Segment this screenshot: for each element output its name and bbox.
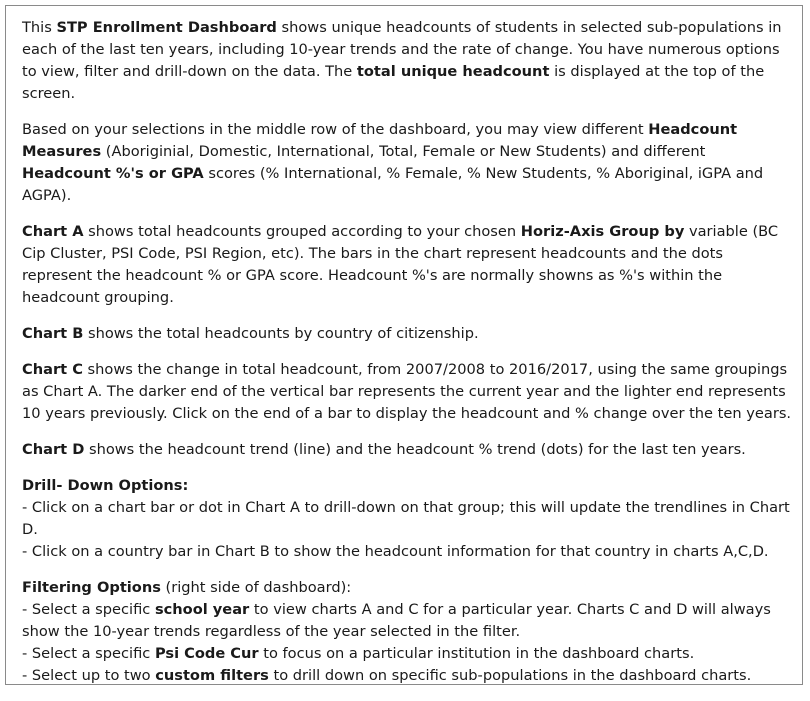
intro-text: This: [22, 19, 57, 36]
chart-a-text: shows total headcounts grouped according to your chosen: [83, 223, 521, 240]
chart-d-paragraph: [22, 439, 792, 461]
measures-text: (Aboriginial, Domestic, International, Total, Female or New Students) and different: [101, 143, 706, 160]
filtering-text: to view charts A and C for a particular year. Charts C and D will always show the 10-year trends regardless of the year selected in the filter.: [22, 601, 771, 640]
filtering-heading-text: Filtering Options: [22, 579, 161, 596]
headcount-pct-gpa-term: Headcount %'s or GPA: [22, 165, 204, 182]
help-content: [22, 17, 792, 701]
filtering-heading: [22, 577, 792, 599]
drill-down-item: - Click on a country bar in Chart B to show the headcount information for that country in charts A,C,D.: [22, 543, 769, 560]
chart-b-label: Chart B: [22, 325, 84, 342]
custom-filters-term: custom filters: [155, 667, 269, 684]
filtering-text: - Select up to two: [22, 667, 156, 684]
chart-c-label: Chart C: [22, 361, 83, 378]
filtering-text: - Select a specific: [22, 601, 155, 618]
intro-paragraph: [22, 17, 792, 105]
total-unique-headcount-term: total unique headcount: [356, 63, 550, 80]
school-year-term: school year: [154, 601, 250, 618]
chart-c-paragraph: [22, 359, 792, 425]
measures-text: scores (% International, % Female, % New Students, % Aboriginal, iGPA and AGPA).: [22, 165, 764, 204]
headcount-measures-term: Headcount Measures: [22, 121, 738, 160]
drill-down-section: [22, 475, 792, 563]
measures-text: Based on your selections in the middle row of the dashboard, you may view different: [22, 121, 649, 138]
filtering-heading-suffix: (right side of dashboard):: [160, 579, 352, 596]
dashboard-name: STP Enrollment Dashboard: [56, 19, 277, 36]
psi-code-cur-term: Psi Code Cur: [154, 645, 259, 662]
filtering-text: - Select a specific: [22, 645, 155, 662]
chart-b-paragraph: [22, 323, 792, 345]
help-text-panel: [5, 5, 803, 685]
filtering-item: [22, 643, 792, 665]
chart-b-text: shows the total headcounts by country of citizenship.: [83, 325, 479, 342]
chart-c-text: shows the change in total headcount, from 2007/2008 to 2016/2017, using the same groupings as Chart A. The darker end of the vertical bar represents the current year and the lighter end represents 10 years previously. Click on the end of a bar to display the headcount and % change over the ten years.: [22, 361, 792, 422]
filtering-text: to drill down on specific sub-populations in the dashboard charts.: [268, 667, 752, 684]
filtering-text: to focus on a particular institution in the dashboard charts.: [258, 645, 695, 662]
filtering-section: [22, 577, 792, 687]
measures-paragraph: [22, 119, 792, 207]
chart-a-paragraph: [22, 221, 792, 309]
horiz-axis-group-term: Horiz-Axis Group by: [520, 223, 685, 240]
filtering-item: [22, 599, 792, 643]
drill-down-item: - Click on a chart bar or dot in Chart A to drill-down on that group; this will update the trendlines in Chart D.: [22, 499, 790, 538]
intro-text: shows unique headcounts of students in selected sub-populations in each of the last ten years, including 10-year trends and the rate of change. You have numerous options to view, filter and drill-down on the data. The: [22, 19, 782, 80]
chart-d-label: Chart D: [22, 441, 85, 458]
filtering-item: [22, 665, 792, 687]
drill-down-heading: [22, 475, 792, 497]
drill-down-heading-text: Drill- Down Options:: [22, 477, 189, 494]
intro-text: is displayed at the top of the screen.: [22, 63, 765, 102]
chart-a-label: Chart A: [22, 223, 84, 240]
chart-d-text: shows the headcount trend (line) and the headcount % trend (dots) for the last ten years.: [84, 441, 746, 458]
chart-a-text: variable (BC Cip Cluster, PSI Code, PSI Region, etc). The bars in the chart represent headcounts and the dots represent the headcount % or GPA score. Headcount %'s are normally showns as %'s within the headcount grouping.: [22, 223, 779, 306]
